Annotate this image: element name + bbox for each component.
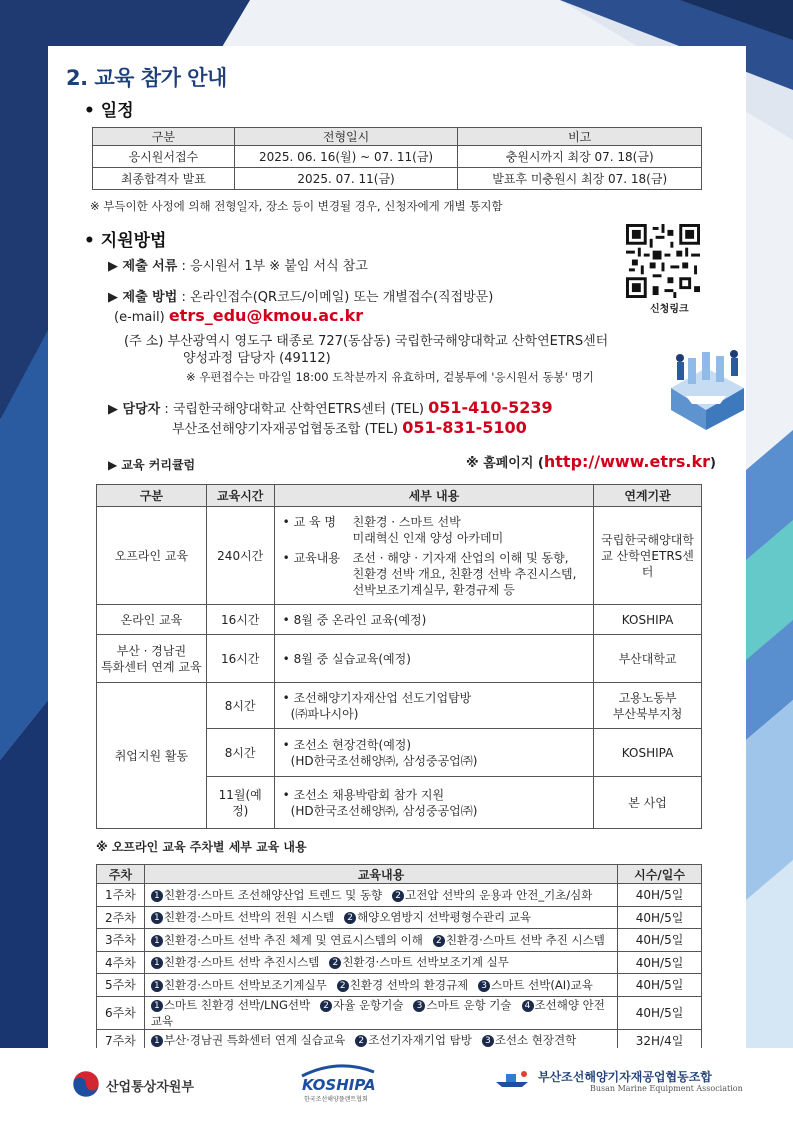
week-content-cell — [144, 929, 617, 952]
offline-detail-cell — [274, 507, 593, 605]
ministry-name: 산업통상자원부 — [106, 1080, 194, 1095]
ship-factory-illustration — [666, 318, 746, 438]
schedule-header: 전형일시 — [234, 128, 458, 146]
week-cell: 7주차 — [97, 1029, 145, 1052]
qr-caption: 신청링크 — [650, 304, 689, 315]
address-line2: 양성과정 담당자 (49112) — [183, 351, 331, 366]
week-cell: 4주차 — [97, 951, 145, 974]
homepage-link[interactable]: http://www.etrs.kr — [543, 452, 711, 471]
curriculum-label: ▶ 교육 커리큘럼 — [108, 458, 196, 472]
table-cell — [274, 683, 593, 729]
week-cell: 2주차 — [97, 906, 145, 929]
course-item: 스마트 운항 기술 — [426, 997, 512, 1012]
week-cell: 1주차 — [97, 884, 145, 907]
detail-line: 조선 · 해양 · 기자재 산업의 이해 및 동향, — [352, 550, 569, 565]
cell-line: 고용노동부 — [618, 690, 677, 705]
course-item: 스마트 친환경 선박/LNG선박 — [163, 997, 311, 1012]
table-cell — [97, 635, 207, 683]
detail-line: 친환경 · 스마트 선박 — [352, 514, 461, 529]
course-item: 친환경·스마트 조선해양산업 트렌드 및 동향 — [163, 887, 383, 902]
week-content-cell — [144, 951, 617, 974]
circle-number-icon: 1 — [151, 980, 163, 992]
detail-line: 미래혁신 인재 양성 아카데미 — [352, 530, 504, 545]
table-cell: 온라인 교육 — [97, 605, 207, 635]
apply-heading: • 지원방법 — [84, 231, 167, 251]
table-row — [97, 683, 702, 729]
course-item: 조선해양 안전 교육 — [150, 997, 605, 1028]
curriculum-header: 연계기관 — [594, 485, 702, 507]
circle-number-icon: 3 — [413, 1000, 425, 1012]
circle-number-icon: 1 — [151, 935, 163, 947]
table-cell: 16시간 — [206, 605, 274, 635]
table-row — [97, 951, 702, 974]
address-label: (주 소) — [124, 334, 164, 349]
hours-cell: 40H/5일 — [618, 996, 702, 1029]
contact-org2: 부산조선해양기자재공업협동조합 (TEL) — [172, 422, 399, 437]
table-cell: 2025. 06. 16(월) ~ 07. 11(금) — [234, 146, 458, 168]
ministry-emblem-icon — [72, 1070, 100, 1098]
week-content-cell — [144, 974, 617, 997]
week-cell: 5주차 — [97, 974, 145, 997]
table-cell — [594, 683, 702, 729]
circle-number-icon: 1 — [151, 957, 163, 969]
schedule-table — [92, 127, 702, 190]
hours-cell: 40H/5일 — [618, 906, 702, 929]
course-item: 친환경·스마트 선박 추진 시스템 — [445, 932, 605, 947]
table-row — [97, 605, 702, 635]
cell-line: 특화센터 연계 교육 — [101, 659, 202, 674]
course-item: 스마트 선박(AI)교육 — [491, 977, 593, 992]
qr-code-icon[interactable] — [626, 224, 700, 298]
course-item: 해양오염방지 선박평형수관리 교육 — [357, 910, 532, 925]
detail-label: • 교육내용 — [282, 550, 340, 565]
weekly-header: 교육내용 — [144, 865, 617, 884]
page-title: 2. 교육 참가 안내 — [66, 66, 227, 90]
circle-number-icon: 4 — [522, 1000, 534, 1012]
table-row — [97, 507, 702, 605]
table-cell: 8시간 — [206, 729, 274, 777]
cell-line: • 조선소 현장견학(예정) — [282, 737, 412, 752]
curriculum-header: 구분 — [97, 485, 207, 507]
table-cell — [274, 729, 593, 777]
curriculum-header: 교육시간 — [206, 485, 274, 507]
address-line1: 부산광역시 영도구 태종로 727(동삼동) 국립한국해양대학교 산학연ETRS센터 — [167, 334, 609, 349]
docs-label: ▶ 제출 서류 — [108, 259, 178, 274]
email-link[interactable]: etrs_edu@kmou.ac.kr — [168, 306, 364, 325]
circle-number-icon: 1 — [151, 912, 163, 924]
busan-association-english: Busan Marine Equipment Association — [590, 1084, 743, 1093]
course-item: 친환경 선박의 환경규제 — [349, 977, 469, 992]
homepage-close: ) — [710, 456, 716, 471]
address-note: ※ 우편접수는 마감일 18:00 도착분까지 유효하며, 겉봉투에 '응시원서 동봉' 명기 — [186, 370, 594, 384]
detail-line: 친환경 선박 개요, 친환경 선박 추진시스템, — [352, 566, 577, 581]
curriculum-table — [96, 484, 702, 829]
phone-2[interactable]: 051-831-5100 — [402, 418, 527, 437]
course-item: 조선기자재기업 탐방 — [368, 1033, 472, 1048]
weekly-header: 주차 — [97, 865, 145, 884]
phone-1[interactable]: 051-410-5239 — [428, 398, 553, 417]
course-item: 조선소 현장견학 — [494, 1033, 577, 1048]
cell-line: 부산 · 경남권 — [116, 643, 187, 658]
week-cell: 6주차 — [97, 996, 145, 1029]
course-item: 친환경·스마트 선박 추진시스템 — [163, 955, 320, 970]
course-item: 부산·경남권 특화센터 연계 실습교육 — [163, 1033, 346, 1048]
table-cell: 본 사업 — [594, 777, 702, 829]
table-cell: 8시간 — [206, 683, 274, 729]
hours-cell: 32H/4일 — [618, 1029, 702, 1052]
week-cell: 3주차 — [97, 929, 145, 952]
weekly-table — [96, 864, 702, 1052]
detail-line: 선박보조기계실무, 환경규제 등 — [352, 582, 515, 597]
email-label: (e-mail) — [114, 310, 165, 325]
hours-cell: 40H/5일 — [618, 929, 702, 952]
detail-label: • 교 육 명 — [282, 514, 336, 529]
table-row — [97, 635, 702, 683]
course-item: 고전압 선박의 운용과 안전_기초/심화 — [405, 887, 593, 902]
week-content-cell — [144, 996, 617, 1029]
table-row — [93, 168, 702, 190]
week-content-cell — [144, 906, 617, 929]
circle-number-icon: 2 — [433, 935, 445, 947]
homepage-label: ※ 홈페이지 ( — [466, 456, 544, 471]
cell-line: • 조선해양기자재산업 선도기업탐방 — [282, 690, 472, 705]
table-cell: 오프라인 교육 — [97, 507, 207, 605]
table-cell: 국립한국해양대학교 산학연ETRS센터 — [594, 507, 702, 605]
schedule-note: ※ 부득이한 사정에 의해 전형일자, 장소 등이 변경될 경우, 신청자에게 개별 통지함 — [90, 199, 503, 213]
circle-number-icon: 3 — [482, 1035, 494, 1047]
cell-line: (HD한국조선해양㈜, 삼성중공업㈜) — [290, 803, 478, 818]
table-cell: KOSHIPA — [594, 729, 702, 777]
circle-number-icon: 2 — [355, 1035, 367, 1047]
table-cell: 11월(예정) — [206, 777, 274, 829]
table-row — [97, 929, 702, 952]
schedule-heading: • 일정 — [84, 101, 134, 121]
circle-number-icon: 2 — [392, 890, 404, 902]
docs-value: : 응시원서 1부 ※ 붙임 서식 참고 — [181, 259, 368, 274]
table-cell: 240시간 — [206, 507, 274, 605]
circle-number-icon: 2 — [329, 957, 341, 969]
table-cell: KOSHIPA — [594, 605, 702, 635]
schedule-header: 비고 — [458, 128, 702, 146]
course-item: 친환경·스마트 선박 추진 체계 및 연료시스템의 이해 — [163, 932, 423, 947]
contact-org1: : 국립한국해양대학교 산학연ETRS센터 (TEL) — [164, 402, 424, 417]
table-cell: 취업지원 활동 — [97, 683, 207, 829]
weekly-heading: ※ 오프라인 교육 주차별 세부 교육 내용 — [96, 840, 307, 854]
schedule-header: 구분 — [93, 128, 235, 146]
koshipa-subtitle: 한국조선해양플랜트협회 — [304, 1096, 368, 1103]
table-cell: 16시간 — [206, 635, 274, 683]
table-row — [93, 146, 702, 168]
cell-line: 부산북부지청 — [612, 706, 683, 721]
koshipa-logo: KOSHIPA — [302, 1076, 376, 1094]
table-row — [97, 996, 702, 1029]
cell-line: (㈜파나시아) — [290, 706, 359, 721]
course-item: 친환경·스마트 선박보조기계 실무 — [342, 955, 509, 970]
table-cell — [274, 777, 593, 829]
busan-association-name: 부산조선해양기자재공업협동조합 — [538, 1070, 712, 1084]
week-content-cell — [144, 884, 617, 907]
table-cell: • 8월 중 온라인 교육(예정) — [274, 605, 593, 635]
circle-number-icon: 1 — [151, 1000, 163, 1012]
circle-number-icon: 2 — [337, 980, 349, 992]
course-item: 친환경·스마트 선박보조기계실무 — [163, 977, 327, 992]
hours-cell: 40H/5일 — [618, 951, 702, 974]
table-row — [97, 974, 702, 997]
table-cell: • 8월 중 실습교육(예정) — [274, 635, 593, 683]
method-value: : 온라인접수(QR코드/이메일) 또는 개별접수(직접방문) — [181, 290, 494, 305]
table-cell: 부산대학교 — [594, 635, 702, 683]
cell-line: (HD한국조선해양㈜, 삼성중공업㈜) — [290, 753, 478, 768]
circle-number-icon: 3 — [478, 980, 490, 992]
table-cell: 충원시까지 최장 07. 18(금) — [458, 146, 702, 168]
contact-label: ▶ 담당자 — [108, 402, 161, 417]
hours-cell: 40H/5일 — [618, 974, 702, 997]
circle-number-icon: 1 — [151, 890, 163, 902]
table-cell: 응시원서접수 — [93, 146, 235, 168]
table-cell: 최종합격자 발표 — [93, 168, 235, 190]
weekly-header: 시수/일수 — [618, 865, 702, 884]
table-row — [97, 884, 702, 907]
method-label: ▶ 제출 방법 — [108, 290, 178, 305]
circle-number-icon: 2 — [320, 1000, 332, 1012]
course-item: 자율 운항기술 — [333, 997, 404, 1012]
table-cell: 발표후 미충원시 최장 07. 18(금) — [458, 168, 702, 190]
course-item: 친환경·스마트 선박의 전원 시스템 — [163, 910, 335, 925]
table-cell: 2025. 07. 11(금) — [234, 168, 458, 190]
cell-line: • 조선소 채용박람회 참가 지원 — [282, 787, 445, 802]
circle-number-icon: 2 — [344, 912, 356, 924]
busan-association-emblem-icon — [494, 1068, 530, 1088]
hours-cell: 40H/5일 — [618, 884, 702, 907]
curriculum-header: 세부 내용 — [274, 485, 593, 507]
circle-number-icon: 1 — [151, 1035, 163, 1047]
table-row — [97, 906, 702, 929]
